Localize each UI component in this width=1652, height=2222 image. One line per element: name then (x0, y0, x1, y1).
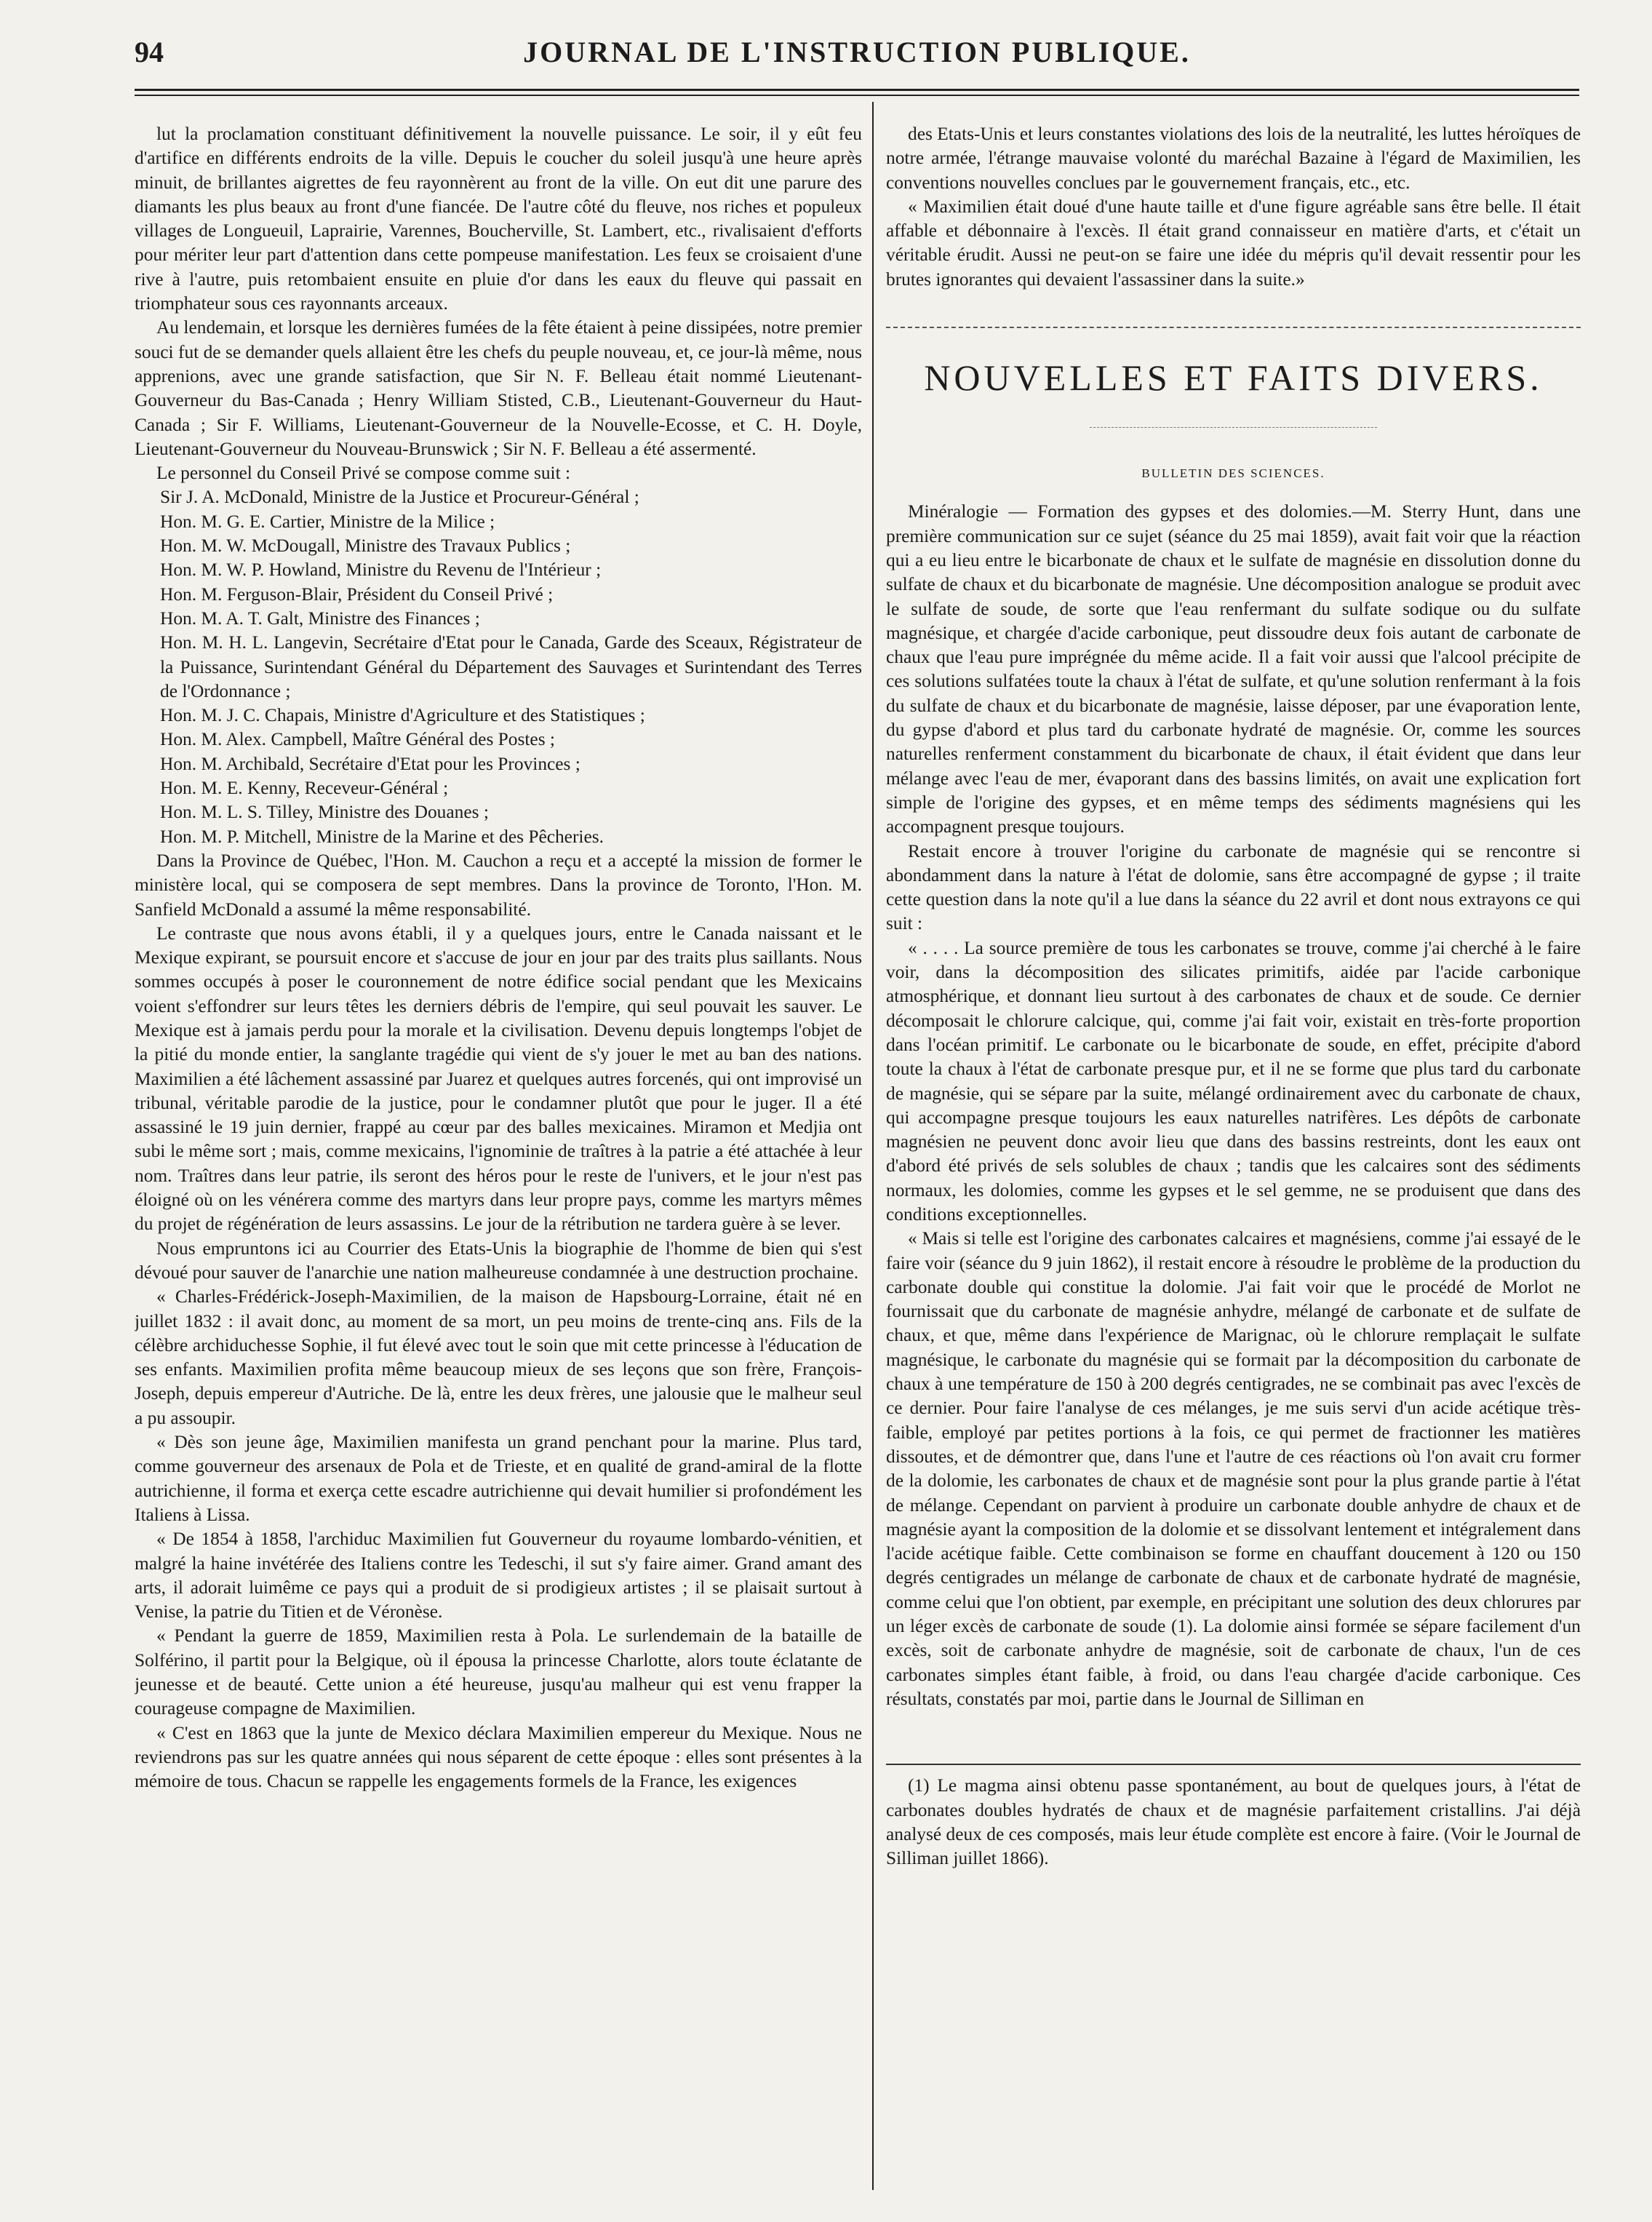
left-column (135, 122, 862, 2203)
paragraph: Restait encore à trouver l'origine du carbonate de magnésie qui se rencontre si abondamment dans la nature à l'état de dolomie, sans être accompagné de gypse ; il traite cette question dans la note qu'il a lue dans la séance du 22 avril et dont nous extrayons ce qui suit : (886, 840, 1581, 934)
minister-entry: Hon. M. W. P. Howland, Ministre du Revenu de l'Intérieur ; (160, 560, 602, 581)
paragraph: Le personnel du Conseil Privé se compose comme suit : (156, 463, 571, 484)
paragraph: « Dès son jeune âge, Maximilien manifesta un grand penchant pour la marine. Plus tard, comme gouverneur des arsenaux de Pola et de Trieste, et en qualité de grand-amiral de la flotte autrichienne, il forma et exerça cette escadre autrichienne qui devait humilier si profondément les Italiens à Lissa. (135, 1432, 862, 1525)
page-header (135, 35, 1579, 79)
paragraph: Minéralogie — Formation des gypses et des dolomies.—M. Sterry Hunt, dans une première communication sur ce sujet (séance du 25 mai 1859), avait fait voir que la réaction qui a eu lieu entre le bicarbonate de chaux et le sulfate de magnésie en dissolution donne du sulfate de chaux et du bicarbonate de magnésie. Une décomposition analogue se produit avec le sulfate de soude, de sorte que l'eau renfermant du sulfate sodique ou du sulfate magnésique, et chargée d'acide carbonique, peut dissoudre deux fois autant de carbonate de chaux que l'eau pure imprégnée du même acide. Il a fait voir aussi que l'alcool précipite de ces solutions sulfatées toute la chaux à l'état de sulfate, et qu'une solution renfermant à la fois du sulfate de chaux et du bicarbonate de magnésie, laisse déposer, par une évaporation lente, du gypse d'abord et plus tard du carbonate hydraté de magnésie. Or, comme les sources naturelles renferment constamment du bicarbonate de chaux, il était évident que dans leur mélange avec l'eau de mer, évaporant dans des bassins limités, on avait une explication fort simple de l'origine des gypses, et en même temps des sédiments magnésiens qui les accompagnent presque toujours. (886, 501, 1581, 837)
paragraph: Nous empruntons ici au Courrier des Etats-Unis la biographie de l'homme de bien qui s'est dévoué pour sauver de l'anarchie une nation malheureuse condamnée à une destruction prochaine. (135, 1238, 862, 1283)
minister-entry: Hon. M. W. McDougall, Ministre des Travaux Publics ; (160, 535, 571, 557)
footnote-rule (886, 1764, 1581, 1765)
paragraph: « De 1854 à 1858, l'archiduc Maximilien fut Gouverneur du royaume lombardo-vénitien, et malgré la haine invétérée des Italiens contre les Tedeschi, il sut s'y faire aimer. Grand amant des arts, il adorait luimême ce pays qui a produit de si prodigieux artistes ; il se plaisait surtout à Venise, la patrie du Titien et de Véronèse. (135, 1529, 862, 1622)
paragraph: « Maximilien était doué d'une haute taille et d'une figure agréable sans être belle. Il était affable et débonnaire à l'excès. Il était grand connaisseur en matière d'arts, et c'était un véritable érudit. Aussi ne peut-on se faire une idée du mépris qu'il devait ressentir pour les brutes ignorantes qui devaient l'assassiner dans la suite.» (886, 196, 1581, 290)
paragraph: « . . . . La source première de tous les carbonates se trouve, comme j'ai cherché à le faire voir, dans la décomposition des silicates primitifs, aidée par l'acide carbonique atmosphérique, et donnant lieu surtout à des carbonates de chaux et de soude. Ce dernier décomposait le chlorure calcique, qui, comme j'ai fait voir, existait en très-forte proportion dans l'océan primitif. Le carbonate ou le bicarbonate de soude, en effet, précipite d'abord toute la chaux à l'état de carbonate presque pur, et il ne se forme que plus tard du carbonate de magnésie, qui se sépare par la suite, mélangé ordinairement avec du carbonate de chaux, qui accompagne presque toujours les eaux naturelles natrifères. Les dépôts de carbonate magnésien ne peuvent donc avoir lieu que dans des bassins restreints, dont les eaux ont d'abord été privés de sels solubles de chaux ; tandis que les calcaires sont des sédiments normaux, les dolomies, comme les gypses et le sel gemme, ne se produisent que dans des conditions exceptionnelles. (886, 937, 1581, 1225)
paragraph: « Pendant la guerre de 1859, Maximilien resta à Pola. Le surlendemain de la bataille de Solférino, il partit pour la Belgique, où il épousa la princesse Charlotte, alors toute éclatante de jeunesse et de beauté. Cette union a été heureuse, jusqu'au malheur qui est venu frapper la courageuse compagne de Maximilien. (135, 1625, 862, 1719)
minister-entry: Hon. M. Archibald, Secrétaire d'Etat pour les Provinces ; (160, 753, 580, 774)
paragraph: Au lendemain, et lorsque les dernières fumées de la fête étaient à peine dissipées, notre premier souci fut de se demander quels allaient être les chefs du peuple nouveau, et, ce jour-là même, nous apprenions, avec une grande satisfaction, que Sir N. F. Belleau était nommé Lieutenant-Gouverneur du Bas-Canada ; Henry William Stisted, C.B., Lieutenant-Gouverneur du Haut-Canada ; Sir F. Williams, Lieutenant-Gouverneur de la Nouvelle-Ecosse, et C. H. Doyle, Lieutenant-Gouverneur du Nouveau-Brunswick ; Sir N. F. Belleau a été assermenté. (135, 317, 862, 459)
title-divider (1090, 427, 1377, 428)
column-divider (872, 102, 874, 2190)
paragraph: « Charles-Frédérick-Joseph-Maximilien, de la maison de Hapsbourg-Lorraine, était né en juillet 1832 : il avait donc, au moment de sa mort, un peu moins de trente-cinq ans. Fils de la célèbre archiduchesse Sophie, il fut élevé avec tout le soin que mit cette princesse à l'éducation de ses enfants. Maximilien profita même beaucoup mieux de ses leçons que son frère, François-Joseph, depuis empereur d'Autriche. De là, entre les deux frères, une jalousie que le malheur seul a pu assoupir. (135, 1286, 862, 1428)
header-rule-secondary (135, 95, 1579, 96)
footnote (886, 1774, 1581, 1871)
paragraph: « Mais si telle est l'origine des carbonates calcaires et magnésiens, comme j'ai essayé de le faire voir (séance du 9 juin 1862), il restait encore à résoudre le problème de la production du carbonate double qui constitue la dolomie. J'ai fait voir que le procédé de Morlot ne fournissait que du carbonate de magnésie anhydre, mélangé de carbonate et de sulfate de chaux, et que, même dans l'expérience de Marignac, où le chlorure remplaçait le sulfate magnésique, le carbonate du magnésie qui se formait par la décomposition du carbonate de chaux à une température de 150 à 200 degrés centigrades, ne se combinait pas avec l'excès de ce dernier. Pour faire l'analyse de ces mélanges, je me suis servi d'un acide acétique très-faible, employé par petites portions à la fois, ce qui permet de fractionner les matières dissoutes, et de démontrer que, dans l'une et l'autre de ces réactions où l'on avait cru former de la dolomie, les carbonates de chaux et de magnésie sont pour la plus grande partie à l'état de mélange. Cependant on parvient à produire un carbonate double anhydre de chaux et de magnésie ayant la composition de la dolomie et se dissolvant lentement et intégralement dans l'acide acétique faible. Cette combinaison se forme en chauffant doucement à 120 ou 150 degrés centigrades un mélange de carbonate de chaux et de carbonate hydraté de magnésie, comme celui que l'on obtient, par exemple, en précipitant une solution des deux chlorures par un léger excès de carbonate de soude (1). La dolomie ainsi formée se sépare facilement d'un excès, soit de carbonate anhydre de magnésie, soit de carbonate de chaux, l'un de ces carbonates simples étant faible, à froid, ou dans l'eau chargée d'acide carbonique. Ces résultats, constatés par moi, partie dans le Journal de Silliman en (886, 1228, 1581, 1709)
minister-entry: Hon. M. E. Kenny, Receveur-Général ; (160, 778, 449, 799)
paragraph: Le contraste que nous avons établi, il y a quelques jours, entre le Canada naissant et le Mexique expirant, se poursuit encore et s'accuse de jour en jour par des traits plus saillants. Nous sommes occupés à poser le couronnement de notre édifice social pendant que les Mexicains voient s'effondrer sur leurs têtes les derniers débris de l'empire, qui seul pouvait les sauver. Le Mexique est à jamais perdu pour la morale et la civilisation. Devenu depuis longtemps l'objet de la pitié du monde entier, la sanglante tragédie qui vient de s'y jouer le met au ban des nations. Maximilien a été lâchement assassiné par Juarez et quelques autres forcenés, qui ont improvisé un tribunal, véritable parodie de la justice, pour le condamner plutôt que pour le juger. Il a été assassiné le 19 juin dernier, frappé au cœur par des balles mexicaines. Miramon et Medjia ont subi le même sort ; mais, comme mexicains, l'ignominie de traîtres à la patrie a été attachée à leur nom. Traîtres dans leur patrie, ils seront des héros pour le reste de l'univers, et le jour n'est pas éloigné où on les vénérera comme des martyrs dans leur propre pays, comme les martyrs mêmes du projet de régénération de leurs assassins. Le jour de la rétribution ne tardera guère à se lever. (135, 923, 862, 1235)
section-divider (886, 327, 1581, 328)
minister-entry: Hon. M. P. Mitchell, Ministre de la Marine et des Pêcheries. (160, 826, 604, 847)
minister-entry: Hon. M. H. L. Langevin, Secrétaire d'Etat pour le Canada, Garde des Sceaux, Régistrateur de la Puissance, Surintendant Général du Département des Sauvages et Surintendant des Terres de l'Ordonnance ; (160, 632, 862, 701)
minister-entry: Hon. M. G. E. Cartier, Ministre de la Milice ; (160, 511, 495, 532)
right-column (886, 122, 1581, 1871)
bulletin-heading: BULLETIN DES SCIENCES. (1141, 466, 1325, 481)
minister-entry: Hon. M. L. S. Tilley, Ministre des Douanes ; (160, 802, 489, 823)
header-rule (135, 89, 1579, 91)
paragraph: Dans la Province de Québec, l'Hon. M. Cauchon a reçu et a accepté la mission de former le ministère local, qui se composera de sept membres. Dans la province de Toronto, l'Hon. M. Sanfield McDonald a assumé la même responsabilité. (135, 850, 862, 920)
running-head: JOURNAL DE L'INSTRUCTION PUBLIQUE. (523, 36, 1191, 68)
minister-entry: Hon. M. A. T. Galt, Ministre des Finances ; (160, 608, 480, 629)
section-title: NOUVELLES ET FAITS DIVERS. (924, 357, 1543, 399)
minister-entry: Hon. M. J. C. Chapais, Ministre d'Agriculture et des Statistiques ; (160, 705, 645, 726)
minister-entry: Hon. M. Ferguson-Blair, Président du Conseil Privé ; (160, 584, 554, 605)
minister-entry: Sir J. A. McDonald, Ministre de la Justice et Procureur-Général ; (160, 487, 639, 508)
paragraph: des Etats-Unis et leurs constantes violations des lois de la neutralité, les luttes héroïques de notre armée, l'étrange mauvaise volonté du maréchal Bazaine à l'égard de Maximilien, les conventions nouvelles conclues par le gouvernement français, etc., etc. (886, 124, 1581, 193)
paragraph: « C'est en 1863 que la junte de Mexico déclara Maximilien empereur du Mexique. Nous ne reviendrons pas sur les quatre années qui nous séparent de cette époque : elles sont présentes à la mémoire de tous. Chacun se rappelle les engagements formels de la France, les exigences (135, 1722, 862, 1792)
minister-entry: Hon. M. Alex. Campbell, Maître Général des Postes ; (160, 729, 555, 750)
page-number: 94 (135, 36, 164, 68)
footnote-text: (1) Le magma ainsi obtenu passe spontanément, au bout de quelques jours, à l'état de carbonates doubles hydratés de chaux et de magnésie parfaitement cristallins. J'ai déjà analysé deux de ces composés, mais leur étude complète est encore à faire. (Voir le Journal de Silliman juillet 1866). (886, 1775, 1581, 1869)
paragraph: lut la proclamation constituant définitivement la nouvelle puissance. Le soir, il y eût feu d'artifice en différents endroits de la ville. Depuis le coucher du soleil jusqu'à une heure après minuit, de brillantes aigrettes de feu rayonnèrent au front de la ville. On eut dit une parure des diamants les plus beaux au front d'une fiancée. De l'autre côté du fleuve, nos riches et populeux villages de Longueuil, Laprairie, Varennes, Boucherville, St. Lambert, etc., rivalisaient d'efforts pour mériter leur part d'attention dans cette pompeuse manifestation. Les feux se croisaient d'une rive à l'autre, puis retombaient ensuite en pluie d'or dans les eaux du fleuve qui passait en triomphateur sous ces rayonnants arceaux. (135, 124, 862, 314)
